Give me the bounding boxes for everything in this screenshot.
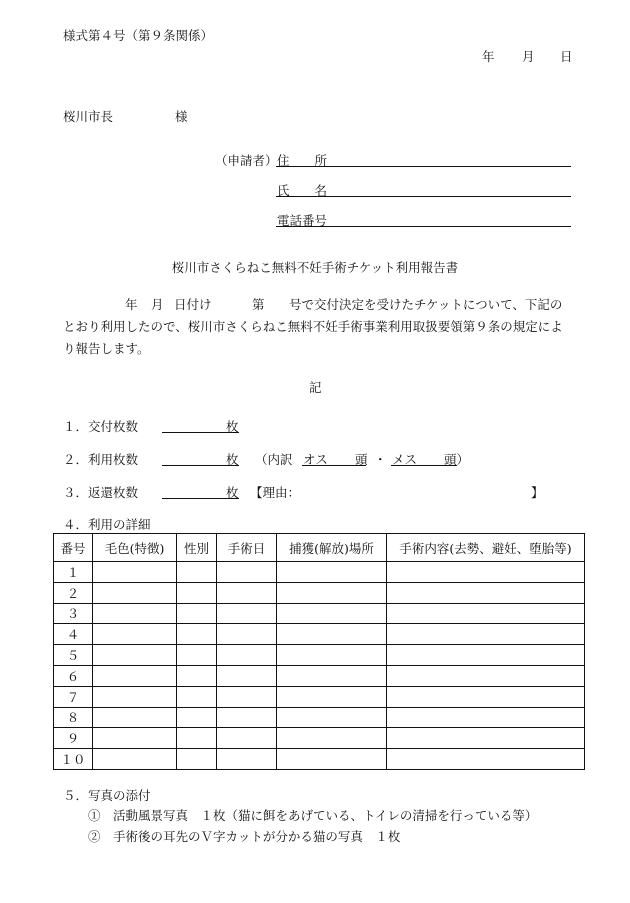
cell-surgery-date[interactable] bbox=[217, 562, 277, 583]
body-dai: 第 bbox=[252, 297, 265, 312]
cell-surgery-content[interactable] bbox=[387, 707, 585, 728]
table-row bbox=[54, 645, 585, 666]
cell-capture-place[interactable] bbox=[277, 728, 387, 749]
cell-surgery-date[interactable] bbox=[217, 749, 277, 770]
cell-sex[interactable] bbox=[177, 749, 217, 770]
phone-label: 電話番号 bbox=[277, 213, 328, 228]
cell-capture-place[interactable] bbox=[277, 749, 387, 770]
cell-capture-place[interactable] bbox=[277, 562, 387, 583]
col-surgery-content: 手術内容(去勢、避妊、堕胎等) bbox=[387, 534, 585, 562]
body-line3: り報告します。 bbox=[63, 341, 150, 356]
cell-capture-place[interactable] bbox=[277, 582, 387, 603]
cell-sex[interactable] bbox=[177, 624, 217, 645]
cell-capture-place[interactable] bbox=[277, 707, 387, 728]
table-row bbox=[54, 728, 585, 749]
separator-dot: ・ bbox=[374, 452, 387, 467]
cell-sex[interactable] bbox=[177, 728, 217, 749]
col-number: 番号 bbox=[54, 534, 93, 562]
photo-item-2: ② 手術後の耳先のＶ字カットが分かる猫の写真 １枚 bbox=[88, 829, 401, 844]
row-number: ５ bbox=[54, 645, 93, 666]
cell-sex[interactable] bbox=[177, 686, 217, 707]
date-month-label: 月 bbox=[522, 49, 535, 64]
photos-heading: ５．写真の添付 bbox=[63, 788, 151, 803]
cell-surgery-content[interactable] bbox=[387, 603, 585, 624]
address-field-line bbox=[276, 166, 571, 167]
table-row bbox=[54, 749, 585, 770]
cell-surgery-date[interactable] bbox=[217, 665, 277, 686]
body-month: 月 bbox=[151, 297, 164, 312]
phone-field-line bbox=[276, 226, 571, 227]
cell-surgery-date[interactable] bbox=[217, 686, 277, 707]
cell-surgery-content[interactable] bbox=[387, 686, 585, 707]
female-head-unit: 頭） bbox=[444, 452, 470, 467]
cell-coat-color[interactable] bbox=[93, 582, 177, 603]
cell-sex[interactable] bbox=[177, 707, 217, 728]
details-table bbox=[53, 533, 585, 770]
table-row bbox=[54, 603, 585, 624]
ki-label: 記 bbox=[309, 380, 322, 395]
cell-coat-color[interactable] bbox=[93, 624, 177, 645]
used-count-label: ２．利用枚数 bbox=[63, 452, 139, 467]
applicant-label: （申請者） bbox=[215, 153, 278, 168]
cell-coat-color[interactable] bbox=[93, 707, 177, 728]
row-number: １０ bbox=[54, 749, 93, 770]
row-number: ３ bbox=[54, 603, 93, 624]
cell-sex[interactable] bbox=[177, 665, 217, 686]
cell-surgery-date[interactable] bbox=[217, 624, 277, 645]
breakdown-open: （内訳 bbox=[255, 452, 293, 467]
body-year: 年 bbox=[125, 297, 138, 312]
cell-capture-place[interactable] bbox=[277, 686, 387, 707]
cell-coat-color[interactable] bbox=[93, 645, 177, 666]
reason-open: 【理由： bbox=[250, 485, 301, 500]
table-header-row bbox=[54, 534, 585, 562]
cell-coat-color[interactable] bbox=[93, 686, 177, 707]
cell-capture-place[interactable] bbox=[277, 624, 387, 645]
male-head-unit: 頭 bbox=[355, 452, 368, 467]
col-surgery-date: 手術日 bbox=[217, 534, 277, 562]
cell-sex[interactable] bbox=[177, 562, 217, 583]
cell-capture-place[interactable] bbox=[277, 603, 387, 624]
issued-count-label: １．交付枚数 bbox=[63, 419, 139, 434]
document-title: 桜川市さくらねこ無料不妊手術チケット利用報告書 bbox=[171, 260, 459, 275]
cell-surgery-date[interactable] bbox=[217, 603, 277, 624]
returned-count-label: ３．返還枚数 bbox=[63, 485, 139, 500]
date-day-label: 日 bbox=[560, 49, 573, 64]
name-label: 氏 名 bbox=[277, 183, 328, 198]
row-number: ６ bbox=[54, 665, 93, 686]
col-coat-color: 毛色(特徴) bbox=[93, 534, 177, 562]
col-capture-place: 捕獲(解放)場所 bbox=[277, 534, 387, 562]
female-label: メス bbox=[392, 452, 418, 467]
addressee-honorific: 様 bbox=[175, 109, 188, 124]
cell-sex[interactable] bbox=[177, 582, 217, 603]
cell-surgery-content[interactable] bbox=[387, 749, 585, 770]
col-sex: 性別 bbox=[177, 534, 217, 562]
cell-coat-color[interactable] bbox=[93, 728, 177, 749]
cell-coat-color[interactable] bbox=[93, 562, 177, 583]
cell-surgery-content[interactable] bbox=[387, 562, 585, 583]
body-line2: とおり利用したので、桜川市さくらねこ無料不妊手術事業利用取扱要領第９条の規定によ bbox=[63, 319, 563, 334]
address-label: 住 所 bbox=[277, 153, 328, 168]
body-day: 日付け bbox=[174, 297, 212, 312]
cell-surgery-content[interactable] bbox=[387, 665, 585, 686]
details-heading: ４．利用の詳細 bbox=[63, 517, 151, 532]
name-field-line bbox=[276, 196, 571, 197]
cell-capture-place[interactable] bbox=[277, 645, 387, 666]
body-line1-rest: 号で交付決定を受けたチケットについて、下記の bbox=[289, 297, 563, 312]
date-year-label: 年 bbox=[482, 49, 495, 64]
cell-surgery-content[interactable] bbox=[387, 645, 585, 666]
cell-surgery-content[interactable] bbox=[387, 624, 585, 645]
cell-capture-place[interactable] bbox=[277, 665, 387, 686]
row-number: ２ bbox=[54, 582, 93, 603]
photo-item-1: ① 活動風景写真 １枚（猫に餌をあげている、トイレの清掃を行っている等） bbox=[88, 808, 538, 823]
cell-surgery-content[interactable] bbox=[387, 728, 585, 749]
addressee-name: 桜川市長 bbox=[63, 109, 114, 124]
row-number: ７ bbox=[54, 686, 93, 707]
table-row bbox=[54, 707, 585, 728]
cell-surgery-date[interactable] bbox=[217, 707, 277, 728]
cell-coat-color[interactable] bbox=[93, 603, 177, 624]
cell-sex[interactable] bbox=[177, 603, 217, 624]
table-row bbox=[54, 665, 585, 686]
cell-surgery-date[interactable] bbox=[217, 645, 277, 666]
cell-sex[interactable] bbox=[177, 645, 217, 666]
cell-surgery-date[interactable] bbox=[217, 582, 277, 603]
table-row bbox=[54, 582, 585, 603]
row-number: ８ bbox=[54, 707, 93, 728]
cell-surgery-content[interactable] bbox=[387, 582, 585, 603]
form-number: 様式第４号（第９条関係） bbox=[63, 28, 214, 43]
row-number: ４ bbox=[54, 624, 93, 645]
male-label: オス bbox=[303, 452, 328, 467]
cell-coat-color[interactable] bbox=[93, 749, 177, 770]
cell-coat-color[interactable] bbox=[93, 665, 177, 686]
row-number: ９ bbox=[54, 728, 93, 749]
reason-close: 】 bbox=[531, 485, 544, 500]
cell-surgery-date[interactable] bbox=[217, 728, 277, 749]
table-row bbox=[54, 624, 585, 645]
issued-count-unit: 枚 bbox=[226, 419, 239, 434]
returned-count-unit: 枚 bbox=[226, 485, 239, 500]
used-count-unit: 枚 bbox=[226, 452, 239, 467]
table-row bbox=[54, 686, 585, 707]
row-number: １ bbox=[54, 562, 93, 583]
table-row bbox=[54, 562, 585, 583]
